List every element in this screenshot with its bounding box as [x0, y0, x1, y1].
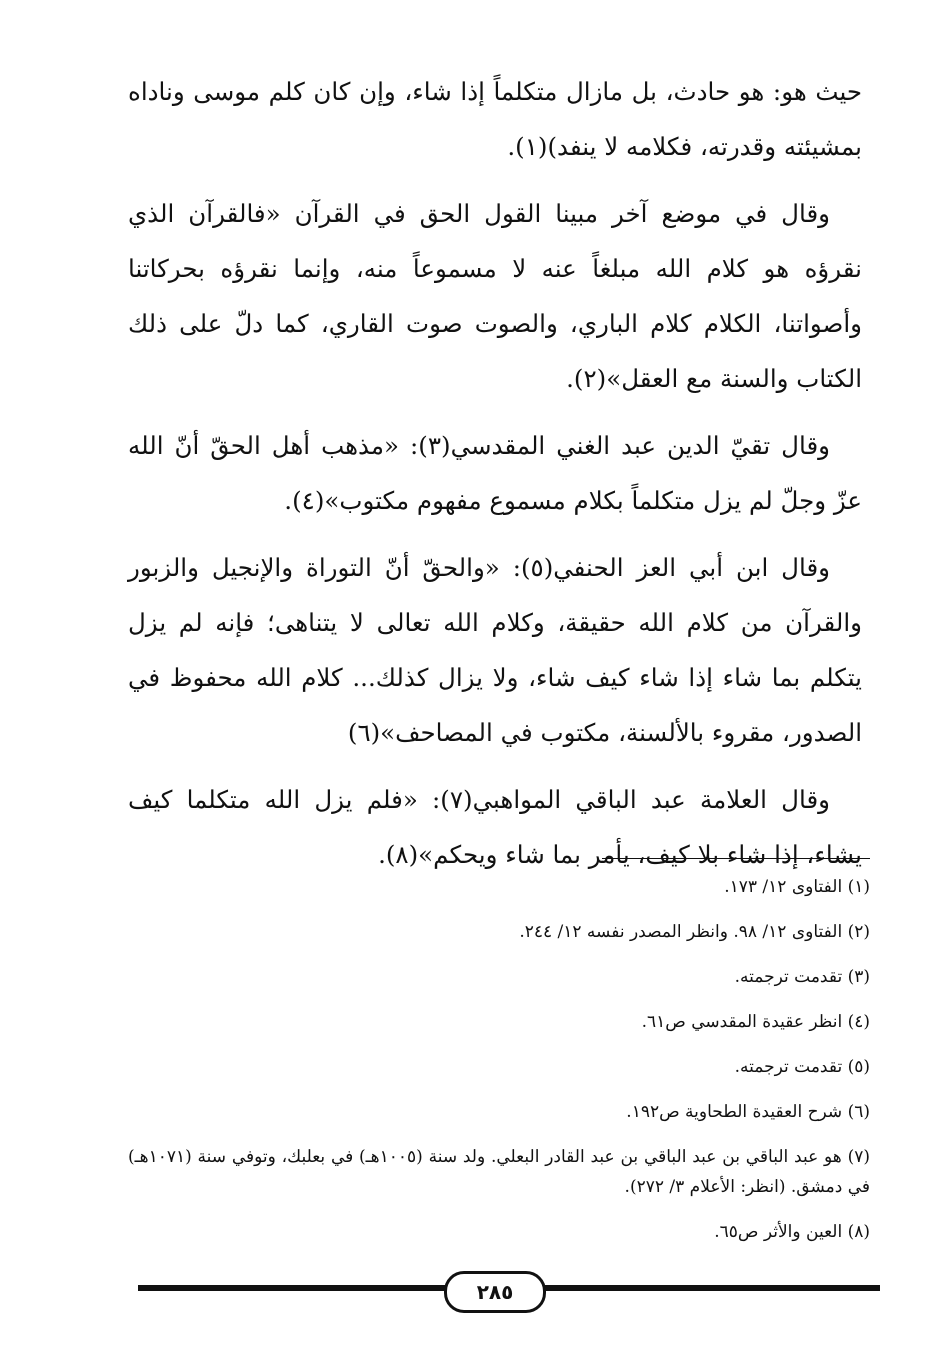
page-number: ٢٨٥ — [444, 1271, 546, 1313]
footnote-6: (٦) شرح العقيدة الطحاوية ص١٩٢. — [626, 1102, 870, 1122]
footnote-1: (١) الفتاوى ١٢/ ١٧٣. — [724, 877, 870, 897]
footnotes — [128, 872, 870, 1262]
footnote-3: (٣) تقدمت ترجمته. — [734, 967, 870, 987]
footnote-7: (٧) هو عبد الباقي بن عبد الباقي بن عبد القادر البعلي. ولد سنة (١٠٠٥هـ) في بعلبك، وتوفي سنة (١٠٧١هـ) في دمشق. (انظر: الأعلام ٣/ ٢٧٢). — [128, 1147, 870, 1197]
paragraph-mawahibi-quote: وقال العلامة عبد الباقي المواهبي(٧): «فلم يزل الله متكلما كيف يشاء، إذا شاء بلا كيف، يأمر بما شاء ويحكم»(٨). — [128, 785, 862, 869]
main-text — [128, 64, 862, 894]
paragraph-ibn-abi-al-izz-quote: وقال ابن أبي العز الحنفي(٥): «والحقّ أنّ التوراة والإنجيل والزبور والقرآن من كلام الله حقيقة، وكلام الله تعالى لا يتناهى؛ فإنه لم يزل يتكلم بما شاء إذا شاء كيف شاء، ولا يزال كذلك... كلام الله محفوظ في الصدور، مقروء بالألسنة، مكتوب في المصاحف»(٦) — [128, 553, 862, 747]
footnote-4: (٤) انظر عقيدة المقدسي ص٦١. — [641, 1012, 870, 1032]
paragraph-quran-quote: وقال في موضع آخر مبينا القول الحق في القرآن «فالقرآن الذي نقرؤه هو كلام الله مبلغاً عنه لا مسموعاً منه، وإنما نقرؤه بحركاتنا وأصواتنا، الكلام كلام الباري، والصوت صوت القاري، كما دلّ على ذلك الكتاب والسنة مع العقل»(٢). — [128, 199, 862, 393]
footnote-5: (٥) تقدمت ترجمته. — [734, 1057, 870, 1077]
footnote-8: (٨) العين والأثر ص٦٥. — [714, 1222, 870, 1242]
paragraph-maqdisi-quote: وقال تقيّ الدين عبد الغني المقدسي(٣): «مذهب أهل الحقّ أنّ الله عزّ وجلّ لم يزل متكلماً بكلام مسموع مفهوم مكتوب»(٤). — [128, 431, 862, 515]
footnote-2: (٢) الفتاوى ١٢/ ٩٨. وانظر المصدر نفسه ١٢/ ٢٤٤. — [519, 922, 870, 942]
footnote-separator — [602, 858, 870, 859]
paragraph-continuation: حيث هو: هو حادث، بل مازال متكلماً إذا شاء، وإن كان كلم موسى وناداه بمشيئته وقدرته، فكلامه لا ينفد)(١). — [128, 77, 862, 161]
